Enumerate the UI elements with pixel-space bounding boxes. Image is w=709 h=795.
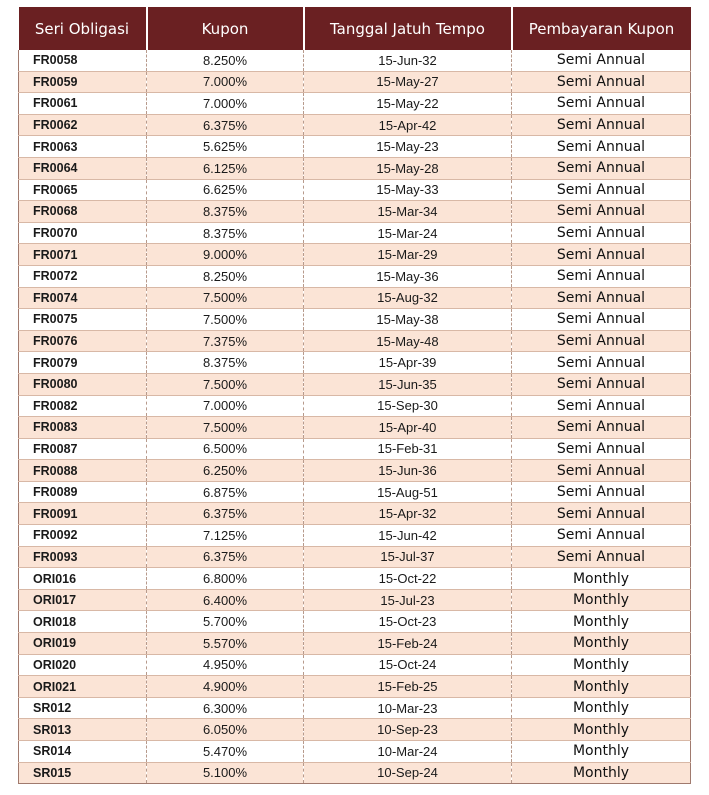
coupon-cell: 8.250% <box>147 50 304 71</box>
series-cell: FR0074 <box>19 287 147 309</box>
series-cell: FR0093 <box>19 546 147 568</box>
payment-cell: Monthly <box>512 719 691 741</box>
series-cell: FR0082 <box>19 395 147 417</box>
maturity-cell: 15-May-23 <box>304 136 512 158</box>
maturity-cell: 15-May-48 <box>304 330 512 352</box>
maturity-cell: 15-Aug-32 <box>304 287 512 309</box>
series-cell: FR0091 <box>19 503 147 525</box>
series-cell: SR015 <box>19 762 147 784</box>
table-row <box>19 481 691 503</box>
table-row <box>19 157 691 179</box>
maturity-cell: 15-Feb-31 <box>304 438 512 460</box>
maturity-cell: 15-Oct-24 <box>304 654 512 676</box>
coupon-cell: 7.000% <box>147 71 304 93</box>
table-row <box>19 395 691 417</box>
table-row <box>19 633 691 655</box>
payment-cell: Semi Annual <box>512 438 691 460</box>
payment-cell: Semi Annual <box>512 157 691 179</box>
series-cell: FR0059 <box>19 71 147 93</box>
table-row <box>19 654 691 676</box>
table-row <box>19 417 691 439</box>
table-row <box>19 589 691 611</box>
table-row <box>19 546 691 568</box>
table-header <box>19 7 691 50</box>
maturity-cell: 15-Feb-25 <box>304 676 512 698</box>
series-cell: SR012 <box>19 697 147 719</box>
maturity-cell: 15-Aug-51 <box>304 481 512 503</box>
maturity-cell: 15-May-36 <box>304 265 512 287</box>
coupon-cell: 7.125% <box>147 525 304 547</box>
maturity-cell: 10-Mar-24 <box>304 741 512 763</box>
payment-cell: Semi Annual <box>512 93 691 115</box>
maturity-cell: 15-Sep-30 <box>304 395 512 417</box>
maturity-cell: 15-May-38 <box>304 309 512 331</box>
coupon-cell: 8.375% <box>147 352 304 374</box>
series-cell: FR0058 <box>19 50 147 71</box>
payment-cell: Semi Annual <box>512 179 691 201</box>
coupon-cell: 8.375% <box>147 222 304 244</box>
maturity-cell: 15-Mar-29 <box>304 244 512 266</box>
payment-cell: Monthly <box>512 611 691 633</box>
payment-cell: Semi Annual <box>512 265 691 287</box>
payment-cell: Monthly <box>512 568 691 590</box>
payment-cell: Monthly <box>512 589 691 611</box>
series-cell: FR0088 <box>19 460 147 482</box>
coupon-cell: 5.100% <box>147 762 304 784</box>
series-cell: FR0092 <box>19 525 147 547</box>
table-row <box>19 438 691 460</box>
maturity-cell: 10-Sep-23 <box>304 719 512 741</box>
coupon-cell: 6.300% <box>147 697 304 719</box>
series-cell: FR0072 <box>19 265 147 287</box>
table-row <box>19 330 691 352</box>
coupon-cell: 6.125% <box>147 157 304 179</box>
table-row <box>19 611 691 633</box>
series-cell: FR0079 <box>19 352 147 374</box>
maturity-cell: 15-May-28 <box>304 157 512 179</box>
coupon-cell: 7.500% <box>147 287 304 309</box>
series-cell: FR0068 <box>19 201 147 223</box>
series-cell: FR0083 <box>19 417 147 439</box>
maturity-cell: 15-Apr-39 <box>304 352 512 374</box>
maturity-cell: 15-Apr-40 <box>304 417 512 439</box>
series-cell: FR0064 <box>19 157 147 179</box>
maturity-cell: 15-Jun-32 <box>304 50 512 71</box>
maturity-cell: 10-Mar-23 <box>304 697 512 719</box>
coupon-cell: 6.625% <box>147 179 304 201</box>
payment-cell: Monthly <box>512 697 691 719</box>
payment-cell: Semi Annual <box>512 503 691 525</box>
coupon-cell: 7.000% <box>147 395 304 417</box>
maturity-cell: 15-Apr-42 <box>304 114 512 136</box>
table-row <box>19 697 691 719</box>
maturity-cell: 15-Jul-37 <box>304 546 512 568</box>
maturity-cell: 15-May-22 <box>304 93 512 115</box>
payment-cell: Monthly <box>512 654 691 676</box>
table-row <box>19 179 691 201</box>
header-row <box>19 7 691 50</box>
bond-table <box>18 7 691 784</box>
header-coupon-payment: Pembayaran Kupon <box>512 7 691 50</box>
payment-cell: Semi Annual <box>512 287 691 309</box>
table-row <box>19 287 691 309</box>
payment-cell: Semi Annual <box>512 244 691 266</box>
table-row <box>19 676 691 698</box>
maturity-cell: 15-Jun-42 <box>304 525 512 547</box>
table-row <box>19 460 691 482</box>
maturity-cell: 15-Jul-23 <box>304 589 512 611</box>
coupon-cell: 6.875% <box>147 481 304 503</box>
table-row <box>19 201 691 223</box>
payment-cell: Monthly <box>512 762 691 784</box>
series-cell: FR0076 <box>19 330 147 352</box>
maturity-cell: 15-May-27 <box>304 71 512 93</box>
coupon-cell: 6.250% <box>147 460 304 482</box>
payment-cell: Semi Annual <box>512 525 691 547</box>
table-row <box>19 244 691 266</box>
table-row <box>19 114 691 136</box>
coupon-cell: 6.375% <box>147 114 304 136</box>
payment-cell: Semi Annual <box>512 136 691 158</box>
maturity-cell: 15-Mar-34 <box>304 201 512 223</box>
maturity-cell: 15-Feb-24 <box>304 633 512 655</box>
table-row <box>19 762 691 784</box>
coupon-cell: 5.700% <box>147 611 304 633</box>
table-row <box>19 352 691 374</box>
table-row <box>19 503 691 525</box>
table-row <box>19 136 691 158</box>
payment-cell: Monthly <box>512 633 691 655</box>
series-cell: ORI019 <box>19 633 147 655</box>
payment-cell: Semi Annual <box>512 417 691 439</box>
series-cell: ORI020 <box>19 654 147 676</box>
maturity-cell: 15-May-33 <box>304 179 512 201</box>
payment-cell: Semi Annual <box>512 460 691 482</box>
coupon-cell: 6.500% <box>147 438 304 460</box>
table-row <box>19 719 691 741</box>
header-maturity-date: Tanggal Jatuh Tempo <box>304 7 512 50</box>
series-cell: FR0063 <box>19 136 147 158</box>
coupon-cell: 5.470% <box>147 741 304 763</box>
maturity-cell: 15-Mar-24 <box>304 222 512 244</box>
table-row <box>19 309 691 331</box>
coupon-cell: 9.000% <box>147 244 304 266</box>
table-row <box>19 71 691 93</box>
payment-cell: Semi Annual <box>512 71 691 93</box>
table-row <box>19 222 691 244</box>
coupon-cell: 4.900% <box>147 676 304 698</box>
header-coupon: Kupon <box>147 7 304 50</box>
payment-cell: Semi Annual <box>512 222 691 244</box>
coupon-cell: 7.500% <box>147 417 304 439</box>
payment-cell: Semi Annual <box>512 395 691 417</box>
series-cell: FR0062 <box>19 114 147 136</box>
maturity-cell: 15-Oct-22 <box>304 568 512 590</box>
coupon-cell: 7.500% <box>147 373 304 395</box>
series-cell: ORI017 <box>19 589 147 611</box>
payment-cell: Monthly <box>512 741 691 763</box>
series-cell: FR0080 <box>19 373 147 395</box>
table-row <box>19 525 691 547</box>
series-cell: SR013 <box>19 719 147 741</box>
series-cell: FR0075 <box>19 309 147 331</box>
table-row <box>19 741 691 763</box>
payment-cell: Monthly <box>512 676 691 698</box>
series-cell: FR0089 <box>19 481 147 503</box>
coupon-cell: 6.400% <box>147 589 304 611</box>
coupon-cell: 4.950% <box>147 654 304 676</box>
series-cell: FR0065 <box>19 179 147 201</box>
table-row <box>19 93 691 115</box>
coupon-cell: 6.375% <box>147 546 304 568</box>
series-cell: FR0070 <box>19 222 147 244</box>
payment-cell: Semi Annual <box>512 481 691 503</box>
payment-cell: Semi Annual <box>512 201 691 223</box>
header-series: Seri Obligasi <box>19 7 147 50</box>
payment-cell: Semi Annual <box>512 50 691 71</box>
table-body <box>19 50 691 784</box>
series-cell: ORI018 <box>19 611 147 633</box>
maturity-cell: 15-Jun-36 <box>304 460 512 482</box>
coupon-cell: 6.800% <box>147 568 304 590</box>
maturity-cell: 15-Apr-32 <box>304 503 512 525</box>
series-cell: ORI021 <box>19 676 147 698</box>
payment-cell: Semi Annual <box>512 373 691 395</box>
table-row <box>19 50 691 71</box>
payment-cell: Semi Annual <box>512 309 691 331</box>
coupon-cell: 6.375% <box>147 503 304 525</box>
series-cell: SR014 <box>19 741 147 763</box>
maturity-cell: 10-Sep-24 <box>304 762 512 784</box>
table-row <box>19 265 691 287</box>
table-row <box>19 373 691 395</box>
coupon-cell: 8.250% <box>147 265 304 287</box>
payment-cell: Semi Annual <box>512 546 691 568</box>
coupon-cell: 5.570% <box>147 633 304 655</box>
coupon-cell: 7.000% <box>147 93 304 115</box>
payment-cell: Semi Annual <box>512 352 691 374</box>
maturity-cell: 15-Jun-35 <box>304 373 512 395</box>
coupon-cell: 5.625% <box>147 136 304 158</box>
payment-cell: Semi Annual <box>512 330 691 352</box>
series-cell: ORI016 <box>19 568 147 590</box>
table-row <box>19 568 691 590</box>
series-cell: FR0061 <box>19 93 147 115</box>
maturity-cell: 15-Oct-23 <box>304 611 512 633</box>
coupon-cell: 6.050% <box>147 719 304 741</box>
series-cell: FR0087 <box>19 438 147 460</box>
coupon-cell: 7.500% <box>147 309 304 331</box>
coupon-cell: 7.375% <box>147 330 304 352</box>
payment-cell: Semi Annual <box>512 114 691 136</box>
series-cell: FR0071 <box>19 244 147 266</box>
coupon-cell: 8.375% <box>147 201 304 223</box>
